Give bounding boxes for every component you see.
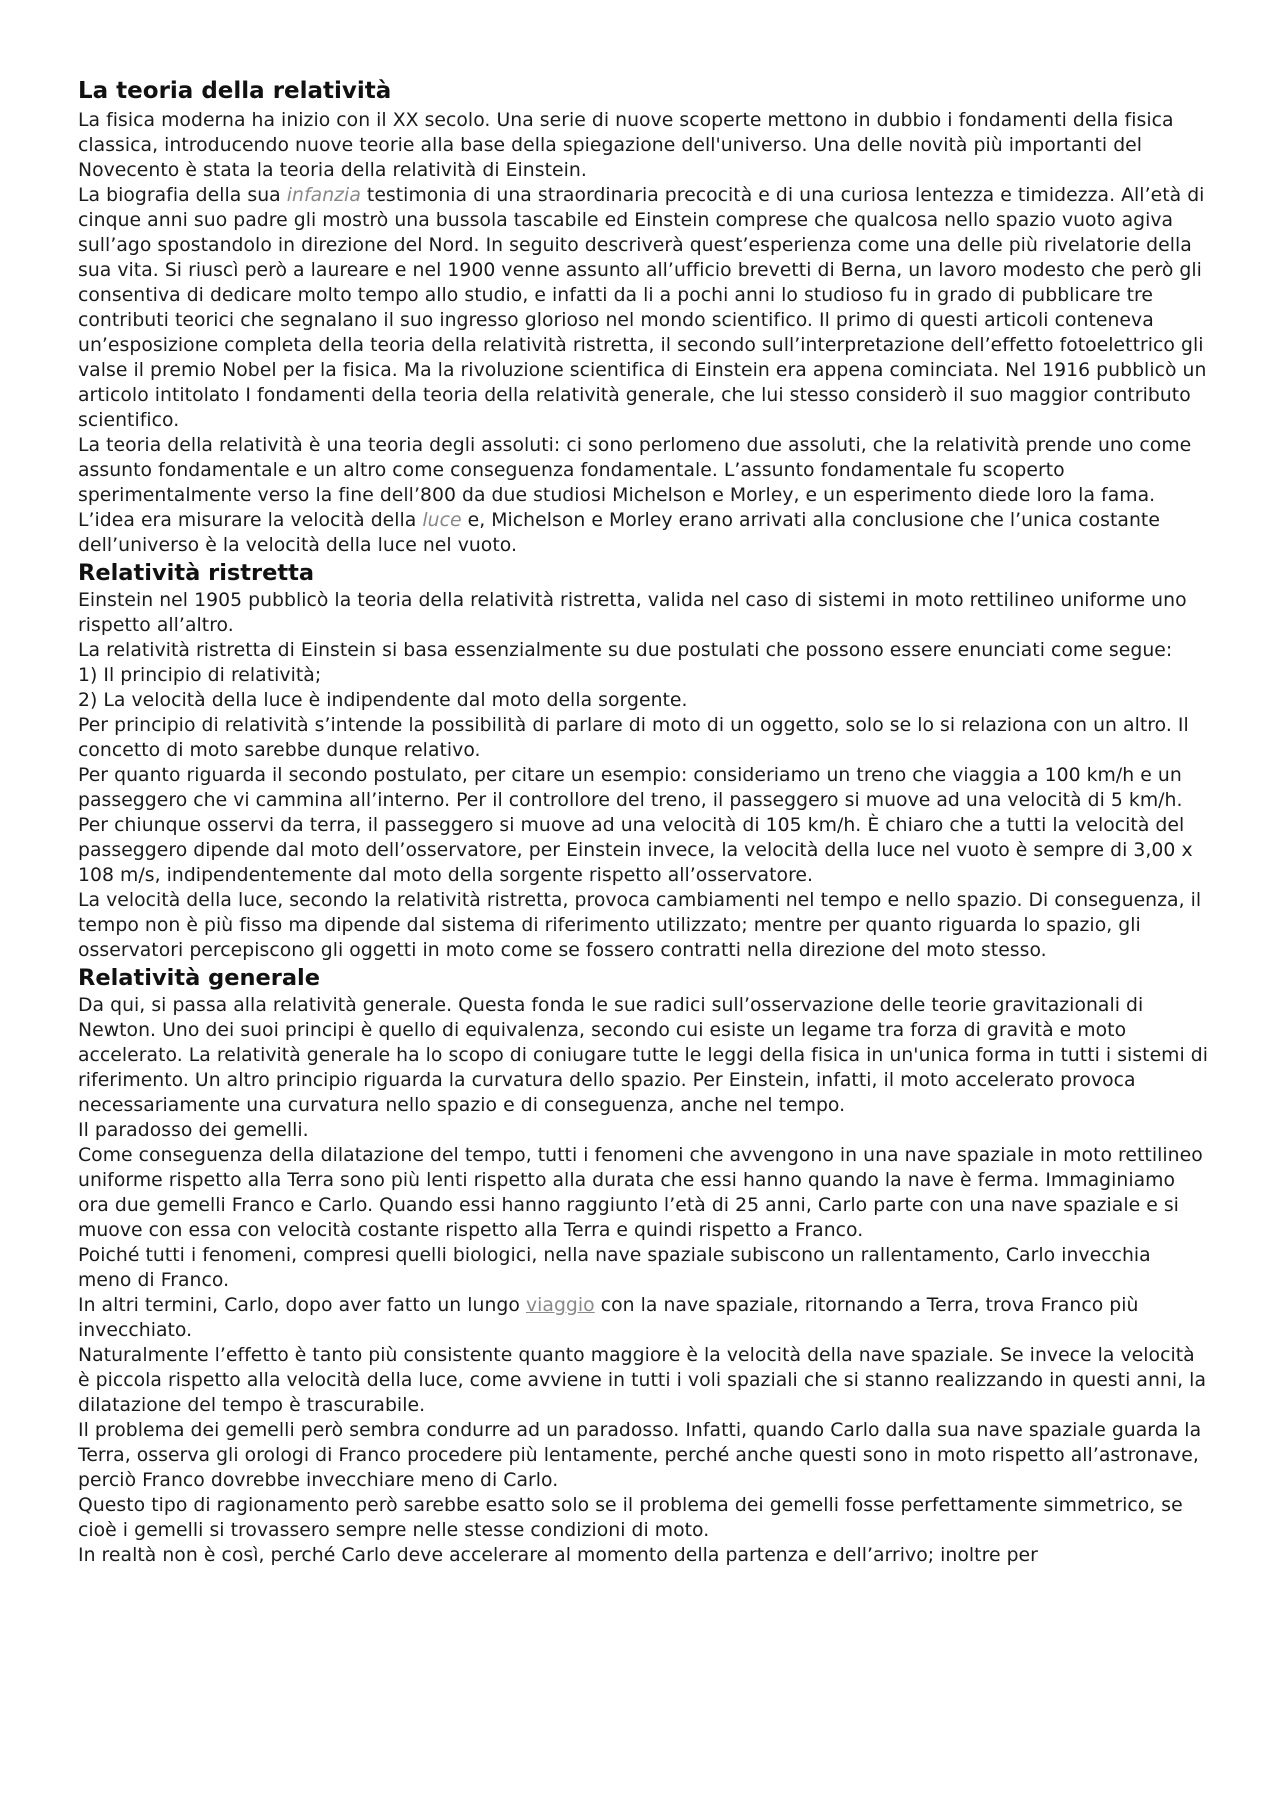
ristretta-paragraph-4: Per quanto riguarda il secondo postulato, per citare un esempio: consideriamo un treno che viaggia a 100 km/h e un passeggero che vi cammina all’interno. Per il controllore del treno, il passeggero si muove ad una velocità di 5 km/h. Per chiunque osservi da terra, il passeggero si muove ad una velocità di 105 km/h. È chiaro che a tutti la velocità del passeggero dipende dal moto dell’osservatore, per Einstein invece, la velocità della luce nel vuoto è sempre di 3,00 x 108 m/s, indipendentemente dal moto della sorgente rispetto all’osservatore. [78,765,1193,886]
luce-link[interactable]: luce [422,510,462,531]
generale-paragraph-4: Poiché tutti i fenomeni, compresi quelli biologici, nella nave spaziale subiscono un rallentamento, Carlo invecchia meno di Franco. [78,1245,1151,1291]
generale-paragraph-8: Questo tipo di ragionamento però sarebbe esatto solo se il problema dei gemelli fosse perfettamente simmetrico, se cioè i gemelli si trovassero sempre nelle stesse condizioni di moto. [78,1495,1183,1541]
intro-paragraph-3 [78,433,1210,558]
ristretta-paragraph-1: Einstein nel 1905 pubblicò la teoria della relatività ristretta, valida nel caso di sistemi in moto rettilineo uniforme uno rispetto all’altro. [78,590,1187,636]
intro-paragraph-1: La fisica moderna ha inizio con il XX secolo. Una serie di nuove scoperte mettono in dubbio i fondamenti della fisica classica, introducendo nuove teorie alla base della spiegazione dell'universo. Una delle novità più importanti del Novecento è stata la teoria della relatività di Einstein. [78,110,1174,181]
postulate-item-1: 1) Il principio di relatività; [78,665,322,686]
heading-relativita-ristretta: Relatività ristretta [78,560,315,586]
intro-p3-text-after: e, Michelson e Morley erano arrivati alla conclusione che l’unica costante dell’universo è la velocità della luce nel vuoto. [78,510,1160,556]
generale-paragraph-9: In realtà non è così, perché Carlo deve accelerare al momento della partenza e dell’arrivo; inoltre per [78,1545,1038,1566]
generale-paragraph-3: Come conseguenza della dilatazione del tempo, tutti i fenomeni che avvengono in una nave spaziale in moto rettilineo uniforme rispetto alla Terra sono più lenti rispetto alla durata che essi hanno quando la nave è ferma. Immaginiamo ora due gemelli Franco e Carlo. Quando essi hanno raggiunto l’età di 25 anni, Carlo parte con una nave spaziale e si muove con essa con velocità costante rispetto alla Terra e quindi rispetto a Franco. [78,1145,1203,1241]
document-body [78,74,1210,1568]
ristretta-paragraph-5: La velocità della luce, secondo la relatività ristretta, provoca cambiamenti nel tempo e nello spazio. Di conseguenza, il tempo non è più fisso ma dipende dal sistema di riferimento utilizzato; mentre per quanto riguarda lo spazio, gli osservatori percepiscono gli oggetti in moto come se fossero contratti nella direzione del moto stesso. [78,890,1202,961]
generale-paragraph-2: Il paradosso dei gemelli. [78,1120,309,1141]
intro-p3-text-before: La teoria della relatività è una teoria degli assoluti: ci sono perlomeno due assoluti, che la relatività prende uno come assunto fondamentale e un altro come conseguenza fondamentale. L’assunto fondamentale fu scoperto sperimentalmente verso la fine dell’800 da due studiosi Michelson e Morley, e un esperimento diede loro la fama. L’idea era misurare la velocità della [78,435,1192,531]
heading-relativita-generale: Relatività generale [78,965,320,991]
generale-paragraph-1: Da qui, si passa alla relatività generale. Questa fonda le sue radici sull’osservazione delle teorie gravitazionali di Newton. Uno dei suoi principi è quello di equivalenza, secondo cui esiste un legame tra forza di gravità e moto accelerato. La relatività generale ha lo scopo di coniugare tutte le leggi della fisica in un'unica forma in tutti i sistemi di riferimento. Un altro principio riguarda la curvatura dello spazio. Per Einstein, infatti, il moto accelerato provoca necessariamente una curvatura nello spazio e di conseguenza, anche nel tempo. [78,995,1209,1116]
document-title: La teoria della relatività [78,78,392,104]
generale-paragraph-6: Naturalmente l’effetto è tanto più consistente quanto maggiore è la velocità della nave spaziale. Se invece la velocità è piccola rispetto alla velocità della luce, come avviene in tutti i voli spaziali che si stanno realizzando in questi anni, la dilatazione del tempo è trascurabile. [78,1345,1207,1416]
generale-paragraph-7: Il problema dei gemelli però sembra condurre ad un paradosso. Infatti, quando Carlo dalla sua nave spaziale guarda la Terra, osserva gli orologi di Franco procedere più lentamente, perché anche questi sono in moto rispetto all’astronave, perciò Franco dovrebbe invecchiare meno di Carlo. [78,1420,1202,1491]
generale-p5-text-before: In altri termini, Carlo, dopo aver fatto un lungo [78,1295,526,1316]
postulate-item-2: 2) La velocità della luce è indipendente dal moto della sorgente. [78,690,688,711]
viaggio-link[interactable]: viaggio [525,1295,595,1316]
generale-paragraph-5 [78,1293,1210,1343]
ristretta-paragraph-2: La relatività ristretta di Einstein si basa essenzialmente su due postulati che possono essere enunciati come segue: [78,640,1173,661]
intro-p2-text-after: testimonia di una straordinaria precocità e di una curiosa lentezza e timidezza. All’età di cinque anni suo padre gli mostrò una bussola tascabile ed Einstein comprese che qualcosa nello spazio vuoto agiva sull’ago spostandolo in direzione del Nord. In seguito descriverà quest’esperienza come una delle più rivelatorie della sua vita. Si riuscì però a laureare e nel 1900 venne assunto all’ufficio brevetti di Berna, un lavoro modesto che però gli consentiva di dedicare molto tempo allo studio, e infatti da li a pochi anni lo studioso fu in grado di pubblicare tre contributi teorici che segnalano il suo ingresso glorioso nel mondo scientifico. Il primo di questi articoli conteneva un’esposizione completa della teoria della relatività ristretta, il secondo sull’interpretazione dell’effetto fotoelettrico gli valse il premio Nobel per la fisica. Ma la rivoluzione scientifica di Einstein era appena cominciata. Nel 1916 pubblicò un articolo intitolato I fondamenti della teoria della relatività generale, che lui stesso considerò il suo maggior contributo scientifico. [78,185,1207,431]
ristretta-paragraph-3: Per principio di relatività s’intende la possibilità di parlare di moto di un oggetto, solo se lo si relaziona con un altro. Il concetto di moto sarebbe dunque relativo. [78,715,1189,761]
infanzia-link[interactable]: infanzia [286,185,361,206]
generale-p5-text-after: con la nave spaziale, ritornando a Terra, trova Franco più invecchiato. [78,1295,1139,1341]
intro-p2-text-before: La biografia della sua [78,185,287,206]
intro-paragraph-2 [78,183,1210,433]
